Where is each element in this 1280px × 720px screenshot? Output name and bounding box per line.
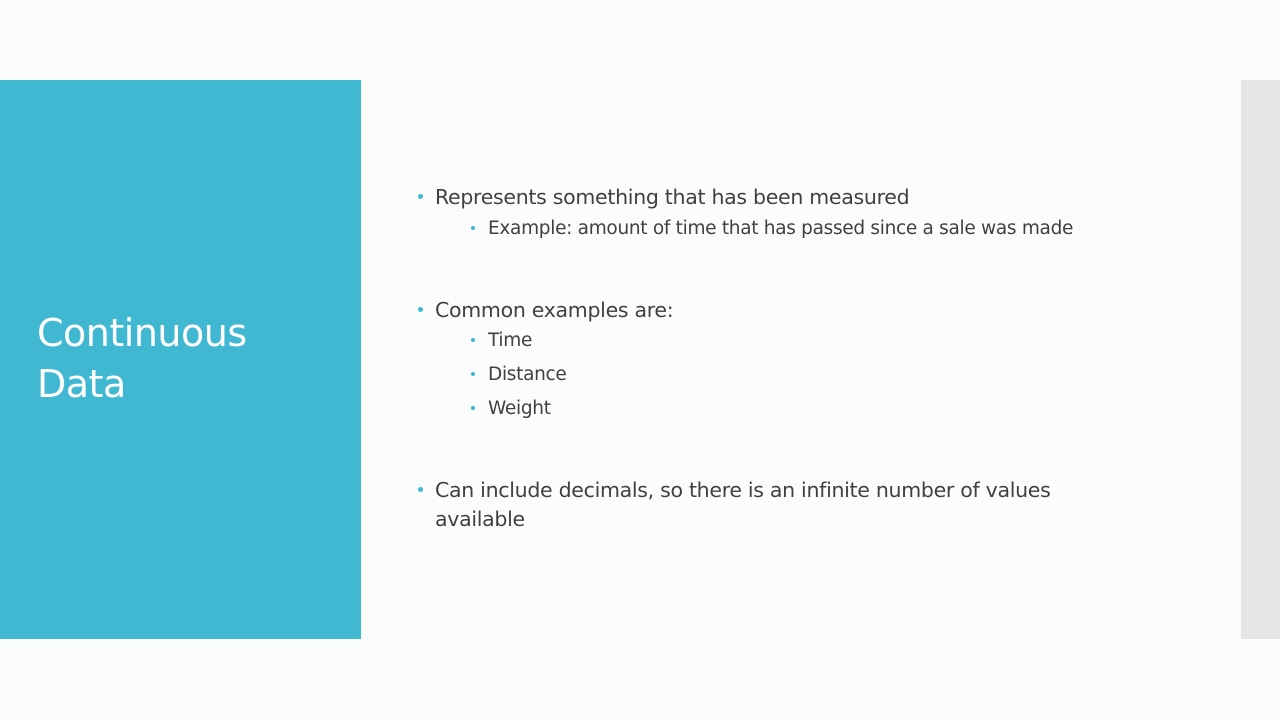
- sub-bullet-weight: [488, 396, 551, 422]
- bullet-measured: [435, 183, 909, 212]
- bullet-dot-icon: [418, 307, 423, 312]
- bullet-dot-icon: [471, 338, 475, 342]
- bullet-text-line-2: available: [435, 507, 525, 531]
- sub-bullet-distance: [488, 362, 567, 388]
- bullet-dot-icon: [471, 226, 475, 230]
- bullet-dot-icon: [471, 372, 475, 376]
- bullet-text-line-1: Can include decimals, so there is an infinite number of values: [435, 478, 1051, 502]
- bullet-text: Represents something that has been measured: [435, 185, 910, 209]
- bullet-dot-icon: [418, 194, 423, 199]
- sub-bullet-time: [488, 328, 532, 354]
- sub-bullet-text: Example: amount of time that has passed since a sale was made: [488, 218, 1074, 239]
- sub-bullet-text: Distance: [488, 364, 567, 385]
- bullet-text: Common examples are:: [435, 298, 674, 322]
- slide-title-line-1: Continuous: [37, 311, 247, 355]
- sub-bullet-text: Time: [488, 330, 533, 351]
- slide-title: [37, 308, 337, 410]
- slide-title-line-2: Data: [37, 362, 126, 406]
- bullet-dot-icon: [418, 487, 423, 492]
- right-side-strip: [1241, 80, 1280, 639]
- sub-bullet-example: [488, 216, 1073, 242]
- bullet-dot-icon: [471, 406, 475, 410]
- bullet-decimals: [435, 476, 1135, 534]
- sub-bullet-text: Weight: [488, 398, 551, 419]
- bullet-common-examples: [435, 296, 673, 325]
